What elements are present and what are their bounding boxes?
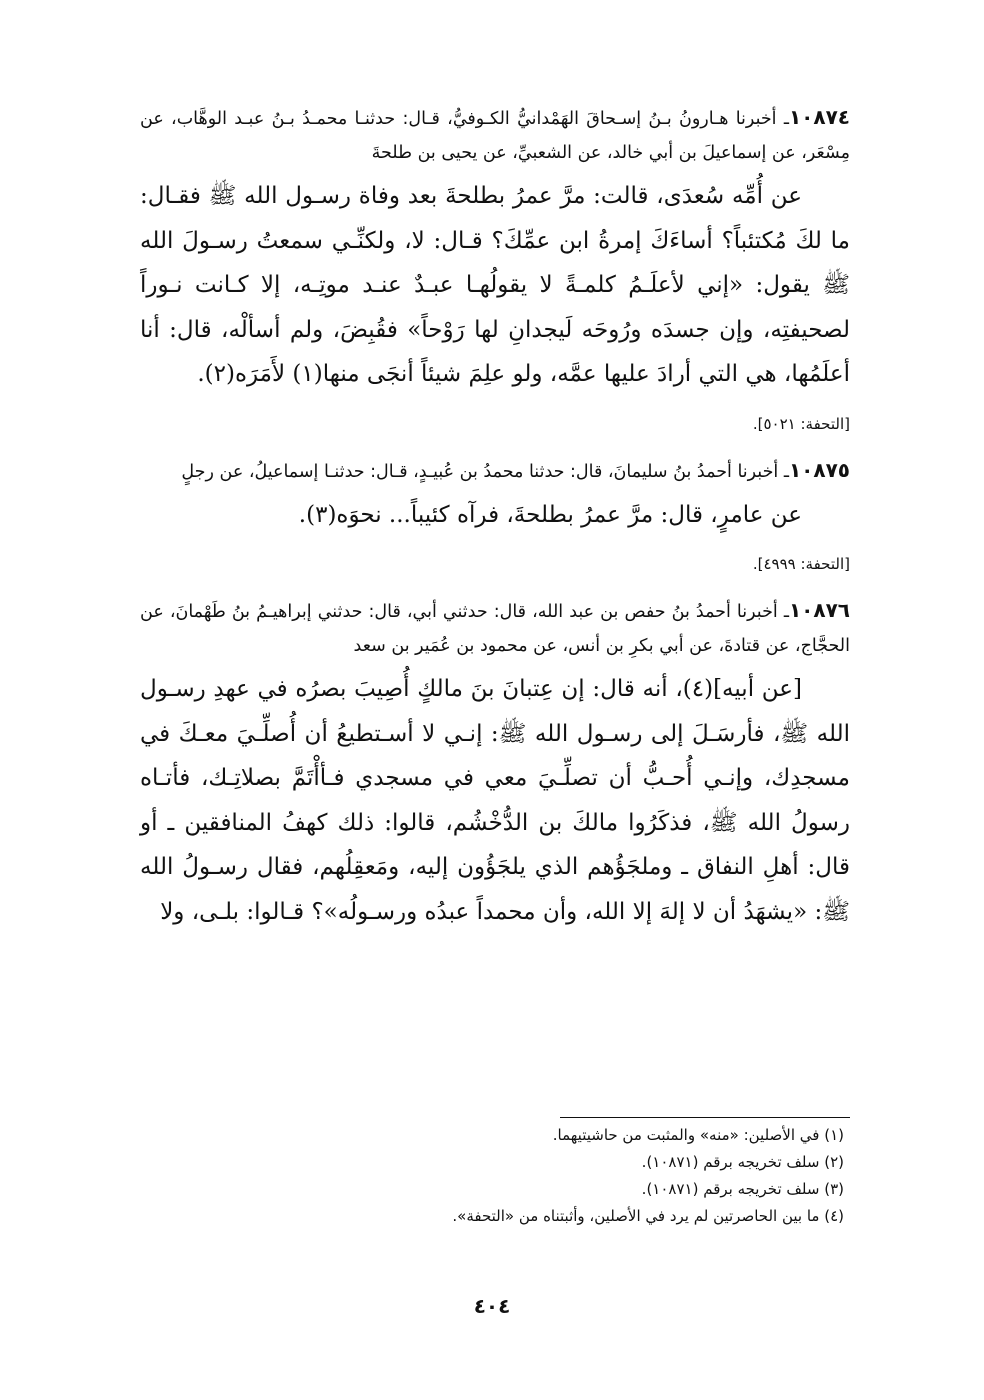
- isnad-text: ـ أخبرنا أحمدُ بنُ سليمانَ، قال: حدثنا محمدُ بن عُبيـدٍ، قـال: حدثنـا إسماعيلُ، عن رجلٍ: [181, 461, 789, 482]
- isnad-text: ـ أخبرنا أحمدُ بنُ حفص بن عبد الله، قال: حدثني أبي، قال: حدثني إبراهيـمُ بنُ طَهْمانَ، عن الحجَّاج، عن قتادةَ، عن أبي بكرِ بن أنس، عن محمود بن عُمَير بن سعد: [140, 602, 850, 656]
- footnote-item: (٣) سلف تخريجه برقم (١٠٨٧١).: [641, 1180, 844, 1198]
- footnote-item: (٢) سلف تخريجه برقم (١٠٨٧١).: [641, 1153, 844, 1171]
- footnote-item: (٤) ما بين الحاصرتين لم يرد في الأصلين، وأثبتناه من «التحفة».: [452, 1207, 844, 1225]
- page-body: [140, 100, 850, 934]
- hadith-10876: [140, 593, 850, 934]
- matn-10876: [عن أبيه](٤)، أنه قال: إن عِتبانَ بنَ مالكٍ أُصِيبَ بصرُه في عهدِ رسـول الله ﷺ، فأرسَـلَ إلى رسـول الله ﷺ: إنـي لا أسـتطيعُ أن أُصلِّـيَ معـكَ في مسجدِك، وإنـي أُحـبُّ أن تصلِّـيَ معي في مسجدي فـأأْتَمَّ بصلاتِـك، فأتـاه رسولُ الله ﷺ، فذكَرُوا مالكَ بن الدُّخْشُم، قالوا: ذلك كهفُ المنافقين ـ أو قال: أهلِ النفاق ـ وملجَؤُهم الذي يلجَؤُون إليه، ومَعقِلُهم، فقال رسـولُ الله ﷺ: «يشهَدُ أن لا إلهَ إلا الله، وأن محمداً عبدُه ورسـولُه»؟ قـالوا: بلـى، ولا: [140, 676, 850, 925]
- hadith-number: ١٠٨٧٦: [788, 598, 850, 622]
- hadith-10874: [140, 100, 850, 437]
- tuhfa-reference: [التحفة: ٤٩٩٩].: [752, 555, 850, 573]
- matn-10874: عن أُمِّه سُعدَى، قالت: مرَّ عمرُ بطلحةَ بعد وفاة رسـول الله ﷺ فقـال: ما لكَ مُكتئباً؟ أساءَكَ إمرةُ ابن عمِّكَ؟ قـال: لا، ولكنِّـي سمعتُ رسـولَ الله ﷺ يقول: «إني لأعلَـمُ كلمـةً لا يقولُهـا عبـدٌ عنـد موتِـه، إلا كـانت نـوراً لصحيفتِه، وإن جسدَه ورُوحَه لَيجدانِ لها رَوْحاً» فقُبِضَ، ولم أسألْه، قال: أنا أعلَمُها، هي التي أرادَ عليها عمَّه، ولو علِمَ شيئاً أنجَى منها(١) لأَمَرَه(٢).: [140, 183, 850, 387]
- isnad-text: ـ أخبرنا هـارونُ بـنُ إسـحاقَ الهَمْدانيُّ الكـوفيُّ، قـال: حدثنـا محمـدُ بـنُ عبـد الوهَّاب، عن مِسْعَر، عن إسماعيلَ بن أبي خالد، عن الشعبيِّ، عن يحيى بن طلحةَ: [140, 109, 850, 163]
- isnad-10876: [140, 593, 850, 663]
- matn-10875: عن عامرٍ، قال: مرَّ عمرُ بطلحةَ، فرآه كئيباً... نحوَه(٣).: [298, 501, 802, 528]
- footnote-divider: [560, 1117, 850, 1118]
- hadith-10875: [140, 453, 850, 578]
- isnad-10875: [140, 453, 850, 489]
- footnotes: [284, 1122, 844, 1230]
- isnad-10874: [140, 100, 850, 170]
- footnote-item: (١) في الأصلين: «منه» والمثبت من حاشيتيهما.: [552, 1126, 844, 1144]
- hadith-number: ١٠٨٧٥: [788, 457, 850, 482]
- tuhfa-reference: [التحفة: ٥٠٢١].: [752, 414, 850, 433]
- hadith-number: ١٠٨٧٤: [788, 105, 850, 129]
- page-number: ٤٠٤: [473, 1294, 511, 1318]
